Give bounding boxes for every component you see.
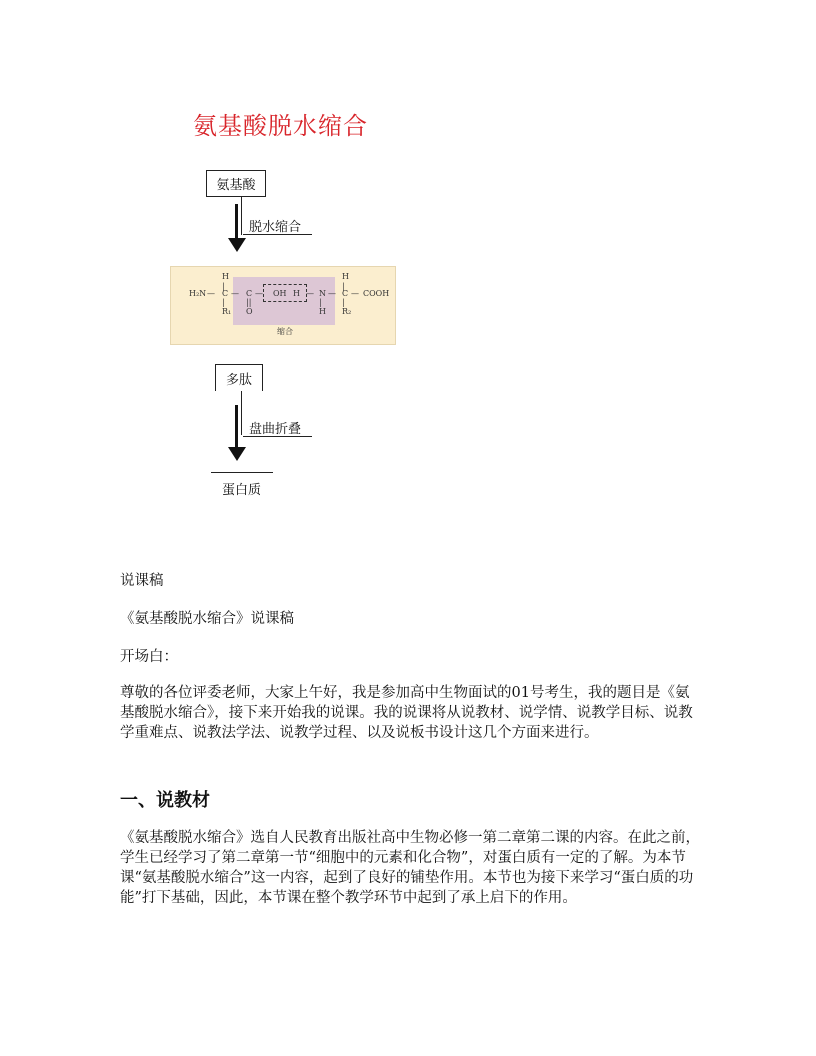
folding-label [243,418,312,437]
down-arrow-icon [228,238,246,252]
formula-h2n: H₂N [189,289,207,298]
peptide-box: 多肽 [215,364,263,391]
doc-subtitle: 《氨基酸脱水缩合》说课稿 [120,611,294,627]
folding-label-text: 盘曲折叠 [249,422,302,437]
connector-line [241,391,242,435]
section-heading: 一、说教材 [120,790,210,811]
formula-c: C [222,289,229,298]
dehydration-label [243,216,312,235]
section-paragraph: 《氨基酸脱水缩合》选自人民教育出版社高中生物必修一第二章第二课的内容。在此之前，学生已经学习了第二章第一节“细胞中的元素和化合物”，对蛋白质有一定的了解。为本节课“氨基酸脱水缩合”这一内容，起到了良好的铺垫作用。本节也为接下来学习“蛋白质的功能”打下基础，因此，本节课在整个教学环节中起到了承上启下的作用。 [120,830,700,906]
down-arrow-shaft [235,204,238,240]
amino-acid-box: 氨基酸 [206,170,266,197]
opening-paragraph: 尊敬的各位评委老师，大家上午好，我是参加高中生物面试的01号考生，我的题目是《氨基酸脱水缩合》，接下来开始我的说课。我的说课将从说教材、说学情、说教学目标、说教学重难点、说教法学法、说教学过程、以及说板书设计这几个方面来进行。 [120,685,693,741]
formula-c: C [342,289,349,298]
protein-underline [211,472,273,473]
formula-h: H [319,307,326,316]
formula-n: N [319,289,326,298]
opening-label: 开场白： [120,649,178,665]
protein-label: 蛋白质 [222,483,262,498]
formula-r2: R₂ [342,307,352,316]
dehydration-label-text: 脱水缩合 [249,220,302,235]
formula-r1: R₁ [222,307,232,316]
formula-h: H [222,272,229,281]
doc-title: 说课稿 [120,573,164,589]
formula-h: H [293,289,300,298]
formula-caption: 缩合 [277,327,293,336]
peptide-formula-image: H H | | H₂N — C — C — OH H — N — C — COOH | || | | R₁ O H R₂ 缩合 [170,266,396,345]
formula-o: O [246,307,253,316]
down-arrow-icon [228,447,246,461]
formula-c: C [246,289,253,298]
formula-h: H [342,272,349,281]
formula-oh: OH [273,289,287,298]
formula-cooh: COOH [363,289,390,298]
diagram-title: 氨基酸脱水缩合 [193,112,368,140]
down-arrow-shaft [235,405,238,447]
connector-line [241,197,242,235]
